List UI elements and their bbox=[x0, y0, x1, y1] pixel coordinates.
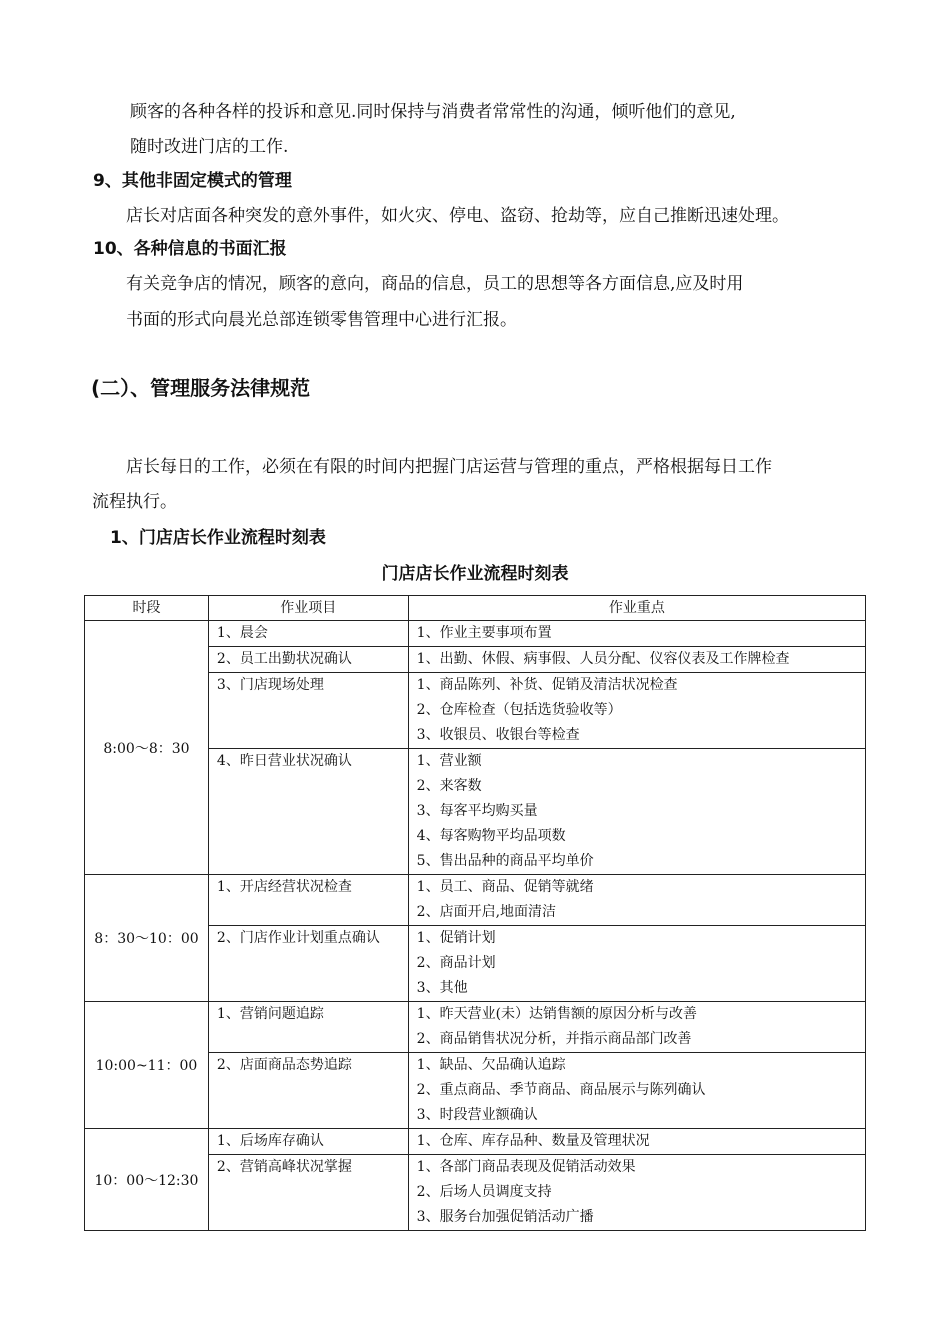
point: 2、仓库检查（包括选货验收等） bbox=[416, 702, 622, 718]
item-cell: 2、营销高峰状况掌握 bbox=[208, 1155, 408, 1231]
point: 2、重点商品、季节商品、商品展示与陈列确认 bbox=[416, 1082, 706, 1098]
header-item: 作业项目 bbox=[208, 596, 408, 621]
time-cell: 10:00~11：00 bbox=[85, 1002, 209, 1129]
time-cell: 10：00～12:30 bbox=[85, 1129, 209, 1231]
item-cell: 3、门店现场处理 bbox=[208, 673, 408, 749]
points-cell bbox=[408, 1002, 865, 1053]
point: 1、作业主要事项布置 bbox=[416, 625, 552, 641]
point: 1、各部门商品表现及促销活动效果 bbox=[416, 1159, 636, 1175]
point: 2、来客数 bbox=[416, 778, 482, 794]
point: 2、后场人员调度支持 bbox=[416, 1184, 552, 1200]
table-header-row bbox=[85, 596, 866, 621]
point: 1、出勤、休假、病事假、人员分配、仪容仪表及工作牌检查 bbox=[416, 651, 790, 667]
point: 1、营业额 bbox=[416, 753, 482, 769]
schedule-sub-heading: 1、门店店长作业流程时刻表 bbox=[110, 528, 326, 548]
point: 3、收银员、收银台等检查 bbox=[416, 727, 580, 743]
point: 3、其他 bbox=[416, 980, 468, 996]
point: 1、昨天营业(未）达销售额的原因分析与改善 bbox=[416, 1006, 698, 1022]
points-cell bbox=[408, 673, 865, 749]
item-cell: 2、门店作业计划重点确认 bbox=[208, 926, 408, 1002]
item-cell: 1、晨会 bbox=[208, 621, 408, 647]
item-cell: 4、昨日营业状况确认 bbox=[208, 749, 408, 875]
item-cell: 1、开店经营状况检查 bbox=[208, 875, 408, 926]
part-2-para-line-1: 店长每日的工作，必须在有限的时间内把握门店运营与管理的重点，严格根据每日工作 bbox=[126, 457, 772, 477]
point: 3、时段营业额确认 bbox=[416, 1107, 538, 1123]
section-10-line-1: 有关竞争店的情况，顾客的意向，商品的信息，员工的思想等各方面信息,应及时用 bbox=[126, 274, 744, 294]
table-caption: 门店店长作业流程时刻表 bbox=[381, 564, 569, 584]
point: 5、售出品种的商品平均单价 bbox=[416, 853, 594, 869]
points-cell bbox=[408, 1053, 865, 1129]
schedule-table bbox=[84, 595, 866, 1231]
item-cell: 1、后场库存确认 bbox=[208, 1129, 408, 1155]
section-9-heading: 9、其他非固定模式的管理 bbox=[93, 171, 292, 191]
point: 1、缺品、欠品确认追踪 bbox=[416, 1057, 566, 1073]
item-cell: 2、员工出勤状况确认 bbox=[208, 647, 408, 673]
points-cell bbox=[408, 875, 865, 926]
item-cell: 1、营销问题追踪 bbox=[208, 1002, 408, 1053]
point: 3、服务台加强促销活动广播 bbox=[416, 1209, 594, 1225]
section-10-heading: 10、各种信息的书面汇报 bbox=[93, 239, 287, 259]
item-cell: 2、店面商品态势追踪 bbox=[208, 1053, 408, 1129]
section-9-text: 店长对店面各种突发的意外事件，如火灾、停电、盗窃、抢劫等，应自己推断迅速处理。 bbox=[126, 206, 789, 226]
points-cell bbox=[408, 621, 865, 647]
part-2-para-line-2: 流程执行。 bbox=[92, 492, 177, 512]
point: 1、商品陈列、补货、促销及清洁状况检查 bbox=[416, 677, 678, 693]
point: 4、每客购物平均品项数 bbox=[416, 828, 566, 844]
table-row bbox=[85, 1129, 866, 1155]
points-cell bbox=[408, 647, 865, 673]
point: 1、员工、商品、促销等就绪 bbox=[416, 879, 594, 895]
point: 2、商品销售状况分析，并指示商品部门改善 bbox=[416, 1031, 692, 1047]
points-cell bbox=[408, 1155, 865, 1231]
point: 1、仓库、库存品种、数量及管理状况 bbox=[416, 1133, 650, 1149]
header-points: 作业重点 bbox=[408, 596, 865, 621]
table-row bbox=[85, 621, 866, 647]
point: 3、每客平均购买量 bbox=[416, 803, 538, 819]
points-cell bbox=[408, 749, 865, 875]
section-10-line-2: 书面的形式向晨光总部连锁零售管理中心进行汇报。 bbox=[126, 310, 517, 330]
points-cell bbox=[408, 1129, 865, 1155]
table-row bbox=[85, 875, 866, 926]
table-row bbox=[85, 1002, 866, 1053]
point: 1、促销计划 bbox=[416, 930, 496, 946]
time-cell: 8:00～8：30 bbox=[85, 621, 209, 875]
header-time: 时段 bbox=[85, 596, 209, 621]
point: 2、商品计划 bbox=[416, 955, 496, 971]
point: 2、店面开启,地面清洁 bbox=[416, 904, 557, 920]
time-cell: 8：30～10：00 bbox=[85, 875, 209, 1002]
points-cell bbox=[408, 926, 865, 1002]
intro-line-1: 顾客的各种各样的投诉和意见.同时保持与消费者常常性的沟通，倾听他们的意见, bbox=[130, 102, 736, 122]
intro-line-2: 随时改进门店的工作. bbox=[130, 137, 289, 157]
part-2-heading: (二）、管理服务法律规范 bbox=[91, 376, 311, 400]
